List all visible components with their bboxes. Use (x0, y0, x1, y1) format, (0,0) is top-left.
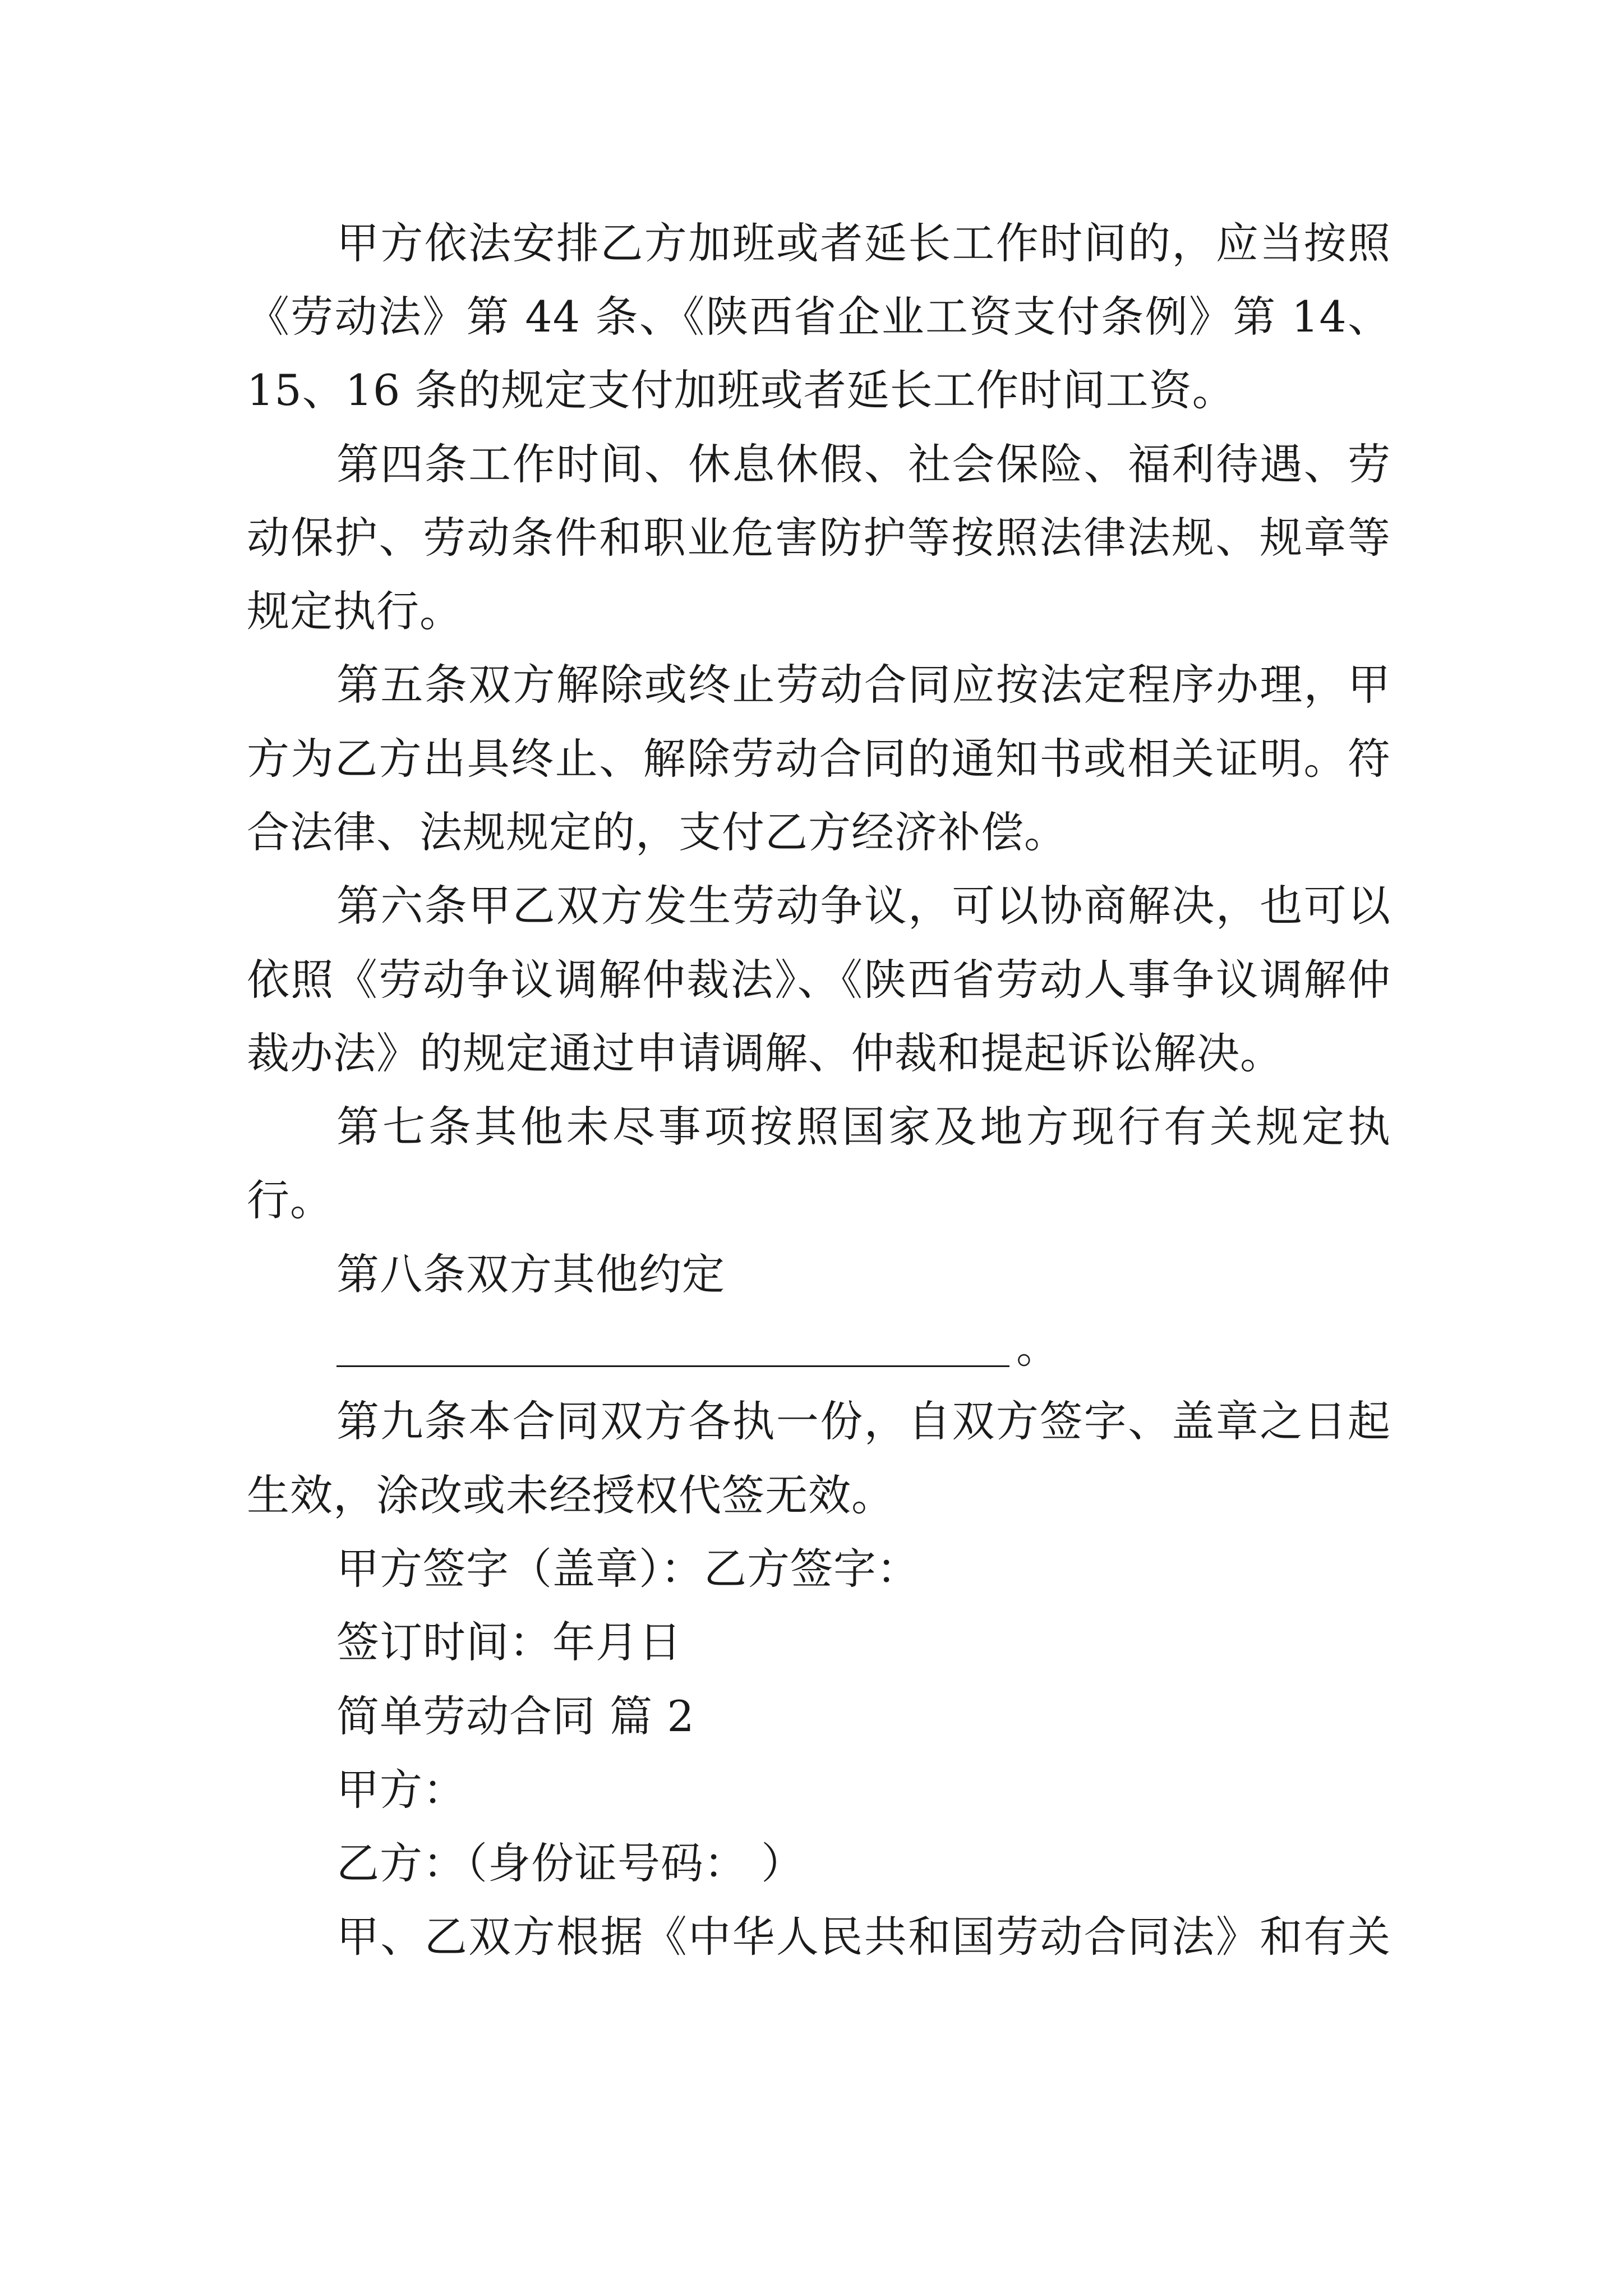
party-a-line: 甲方： (336, 1765, 466, 1815)
paragraph-overtime-line-3: 15、16 条的规定支付加班或者延长工作时间工资。 (247, 365, 1235, 415)
article-6-line-3: 裁办法》的规定通过申请调解、仲裁和提起诉讼解决。 (247, 1028, 1283, 1078)
article-6-line-2: 依照《劳动争议调解仲裁法》、《陕西省劳动人事争议调解仲 (247, 955, 1391, 1005)
article-8-blank-underline (336, 1365, 1009, 1367)
article-7-line-1: 第七条其他未尽事项按照国家及地方现行有关规定执 (336, 1102, 1391, 1152)
article-5-line-1: 第五条双方解除或终止劳动合同应按法定程序办理，甲 (336, 660, 1391, 710)
signature-line: 甲方签字（盖章）：乙方签字： (336, 1544, 920, 1594)
signing-date-line: 签订时间：年月日 (336, 1617, 682, 1667)
party-b-line: 乙方：（身份证号码： ） (336, 1838, 805, 1888)
article-9-line-2: 生效，涂改或未经授权代签无效。 (247, 1470, 895, 1520)
article-9-line-1: 第九条本合同双方各执一份，自双方签字、盖章之日起 (336, 1396, 1391, 1446)
article-5-line-2: 方为乙方出具终止、解除劳动合同的通知书或相关证明。符 (247, 734, 1391, 784)
paragraph-overtime-line-2: 《劳动法》第 44 条、《陕西省企业工资支付条例》第 14、 (247, 292, 1391, 342)
contract-2-intro-line-1: 甲、乙双方根据《中华人民共和国劳动合同法》和有关 (336, 1912, 1391, 1962)
article-7-line-2: 行。 (247, 1175, 333, 1225)
paragraph-overtime-line-1: 甲方依法安排乙方加班或者延长工作时间的，应当按照 (336, 218, 1391, 268)
article-4-line-2: 动保护、劳动条件和职业危害防护等按照法律法规、规章等 (247, 513, 1391, 563)
article-6-line-1: 第六条甲乙双方发生劳动争议，可以协商解决，也可以 (336, 881, 1391, 931)
article-4-line-3: 规定执行。 (247, 586, 463, 636)
article-5-line-3: 合法律、法规规定的，支付乙方经济补偿。 (247, 807, 1067, 857)
article-4-line-1: 第四条工作时间、休息休假、社会保险、福利待遇、劳 (336, 439, 1391, 489)
contract-2-title: 简单劳动合同 篇 2 (336, 1691, 695, 1741)
article-8-heading: 第八条双方其他约定 (336, 1249, 725, 1299)
article-8-blank-period: 。 (1016, 1323, 1059, 1373)
